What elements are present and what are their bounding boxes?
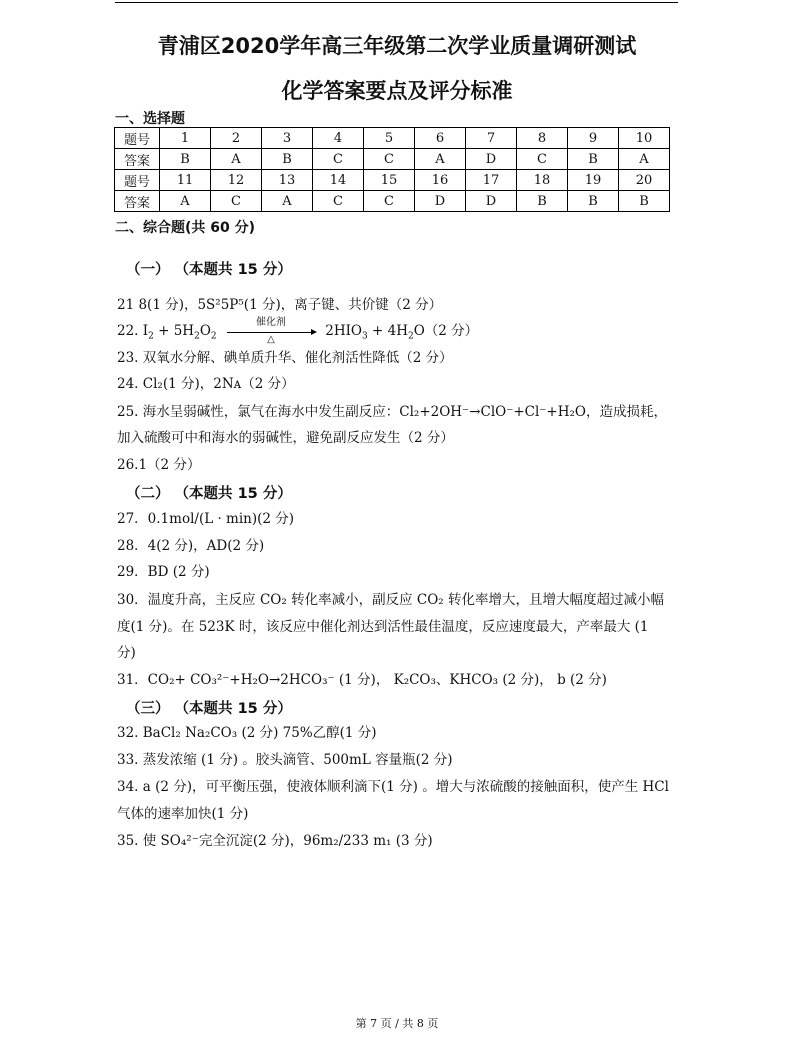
answer-22: 22. $I_2 + 5H_2O_2$ 催化剂 △ $2HIO_3 + 4H_2O(2$ 分） <box>117 322 478 341</box>
answer-21: 21 8(1 分)，5S²5P⁵(1 分)，离子键、共价键（2 分） <box>117 297 443 313</box>
table-cell: 2 <box>211 128 262 149</box>
table-cell: 7 <box>466 128 517 149</box>
table-cell: C <box>211 191 262 212</box>
table-cell: B <box>517 191 568 212</box>
table-row <box>115 191 670 212</box>
page-title: 青浦区2020学年高三年级第二次学业质量调研测试 <box>157 34 637 58</box>
answer-30-line1: 30．温度升高，主反应 CO₂ 转化率减小，副反应 CO₂ 转化率增大，且增大幅度超过减小幅 <box>117 592 664 608</box>
table-cell: 10 <box>619 128 670 149</box>
answer-31: 31．CO₂+ CO₃²⁻+H₂O→2HCO₃⁻ (1 分)， K₂CO₃、KHCO₃ (2 分)， b (2 分) <box>117 672 607 688</box>
row-label: 题号 <box>115 128 160 149</box>
section-heading-comprehensive: 二、综合题(共 60 分) <box>115 220 256 236</box>
table-row <box>115 128 670 149</box>
table-cell: A <box>160 191 211 212</box>
table-cell: A <box>619 149 670 170</box>
table-cell: B <box>160 149 211 170</box>
table-cell: 18 <box>517 170 568 191</box>
answer-32: 32. BaCl₂ Na₂CO₃ (2 分) 75%乙醇(1 分) <box>117 725 377 741</box>
part-heading-1: （一） （本题共 15 分） <box>126 262 292 278</box>
answer-24: 24. Cl₂(1 分)，2Nᴀ（2 分） <box>117 376 295 392</box>
table-cell: B <box>262 149 313 170</box>
answer-26: 26.1（2 分） <box>117 457 201 473</box>
top-rule <box>115 2 678 3</box>
table-cell: C <box>364 149 415 170</box>
table-cell: 19 <box>568 170 619 191</box>
answer-30-line2: 度(1 分)。在 523K 时，该反应中催化剂达到活性最佳温度，反应速度最大，产率最大 (1 <box>117 619 649 635</box>
table-cell: 4 <box>313 128 364 149</box>
table-cell: B <box>568 191 619 212</box>
table-cell: D <box>466 191 517 212</box>
table-cell: C <box>364 191 415 212</box>
table-cell: 11 <box>160 170 211 191</box>
answer-25-line2: 加入硫酸可中和海水的弱碱性，避免副反应发生（2 分） <box>117 430 454 446</box>
table-cell: B <box>568 149 619 170</box>
answer-34-line1: 34. a (2 分)，可平衡压强，使液体顺利滴下(1 分) 。增大与浓硫酸的接触面积，使产生 HCl <box>117 779 669 795</box>
table-cell: 16 <box>415 170 466 191</box>
answer-23: 23. 双氧水分解、碘单质升华、催化剂活性降低（2 分） <box>117 350 453 366</box>
catalyst-label: 催化剂 <box>255 316 286 328</box>
table-cell: 9 <box>568 128 619 149</box>
table-cell: 14 <box>313 170 364 191</box>
row-label: 题号 <box>115 170 160 191</box>
answer-28: 28．4(2 分)，AD(2 分) <box>117 538 265 554</box>
answer-29: 29．BD (2 分) <box>117 564 210 580</box>
table-cell: D <box>466 149 517 170</box>
table-cell: 1 <box>160 128 211 149</box>
answer-25-line1: 25. 海水呈弱碱性，氯气在海水中发生副反应：Cl₂+2OH⁻→ClO⁻+Cl⁻+H₂O，造成损耗， <box>117 404 667 420</box>
section-heading-choice: 一、选择题 <box>115 111 185 127</box>
table-cell: 13 <box>262 170 313 191</box>
page-number: 第 7 页 / 共 8 页 <box>355 1017 439 1030</box>
table-cell: A <box>415 149 466 170</box>
page-subtitle: 化学答案要点及评分标准 <box>281 79 513 103</box>
answer-27: 27．0.1mol/(L · min)(2 分) <box>117 511 295 527</box>
row-label: 答案 <box>115 191 160 212</box>
answer-34-line2: 气体的速率加快(1 分) <box>117 806 249 822</box>
table-cell: B <box>619 191 670 212</box>
heat-label: △ <box>267 333 275 345</box>
answer-33: 33. 蒸发浓缩 (1 分) 。胶头滴管、500mL 容量瓶(2 分) <box>117 752 453 768</box>
part-heading-2: （二） （本题共 15 分） <box>126 486 292 502</box>
table-cell: C <box>313 191 364 212</box>
table-row <box>115 170 670 191</box>
table-cell: 5 <box>364 128 415 149</box>
table-cell: 8 <box>517 128 568 149</box>
table-cell: C <box>517 149 568 170</box>
row-label: 答案 <box>115 149 160 170</box>
table-cell: A <box>262 191 313 212</box>
table-cell: 12 <box>211 170 262 191</box>
answer-table <box>114 127 670 212</box>
table-cell: 17 <box>466 170 517 191</box>
part-heading-3: （三） （本题共 15 分） <box>126 701 292 717</box>
table-row <box>115 149 670 170</box>
table-cell: C <box>313 149 364 170</box>
table-cell: 15 <box>364 170 415 191</box>
table-cell: A <box>211 149 262 170</box>
table-cell: 6 <box>415 128 466 149</box>
catalyst-arrow <box>227 316 315 345</box>
answer-30-line3: 分) <box>117 645 136 661</box>
table-cell: 20 <box>619 170 670 191</box>
table-cell: D <box>415 191 466 212</box>
answer-35: 35. 使 SO₄²⁻完全沉淀(2 分)，96m₂/233 m₁ (3 分) <box>117 833 433 849</box>
table-cell: 3 <box>262 128 313 149</box>
